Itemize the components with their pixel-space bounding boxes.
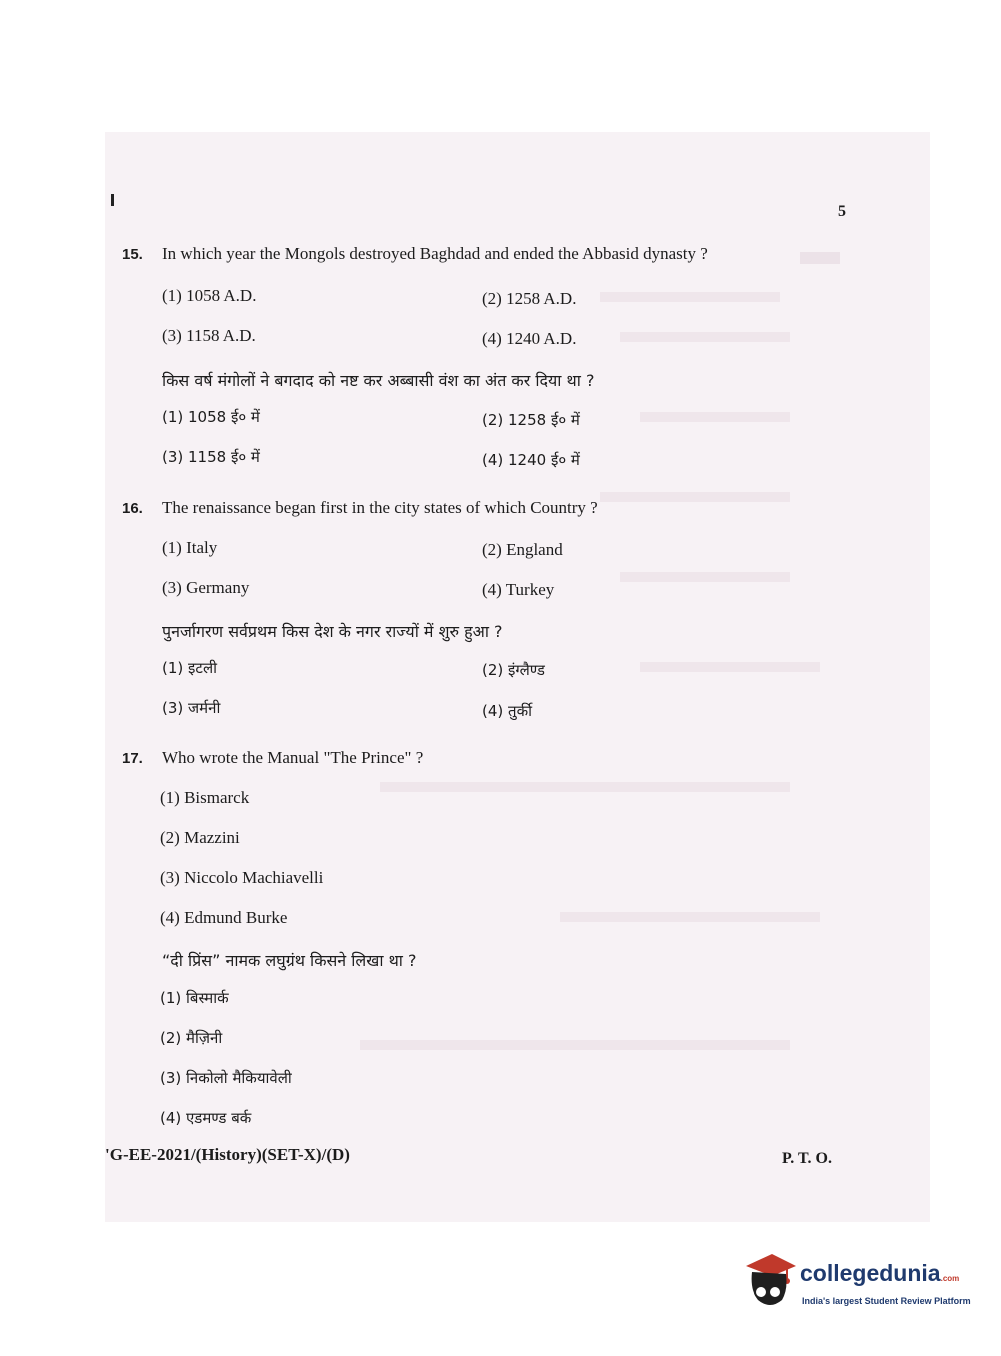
q16-option-2-hi: (2) इंग्लैण्ड [482,661,545,679]
q16-option-2-en: (2) England [482,540,563,559]
q16-option-1-en: (1) Italy [162,538,218,557]
q16-option-3-hi: (3) जर्मनी [162,699,221,717]
q17-option-1-hi: (1) बिस्मार्क [160,989,229,1007]
brand-tagline: India's largest Student Review Platform [802,1296,971,1306]
q16-text-hi: पुनर्जागरण सर्वप्रथम किस देश के नगर राज्यों में शुरु हुआ ? [162,622,503,641]
q17-option-4-hi: (4) एडमण्ड बर्क [160,1109,252,1127]
q15-option-2-hi: (2) 1258 ई० में [482,411,580,429]
q17-option-2-en: (2) Mazzini [160,828,240,847]
q16-option-4-en: (4) Turkey [482,580,555,599]
q16-option-4-hi: (4) तुर्की [482,702,532,720]
q15-option-4-en: (4) 1240 A.D. [482,329,577,348]
q17-option-4-en: (4) Edmund Burke [160,908,288,927]
question-number: 16. [122,500,143,517]
question-number: 17. [122,750,143,767]
q17-option-1-en: (1) Bismarck [160,788,250,807]
q15-option-3-hi: (3) 1158 ई० में [162,448,260,466]
margin-mark [111,194,114,206]
q17-option-3-en: (3) Niccolo Machiavelli [160,868,324,887]
please-turn-over: P. T. O. [782,1150,832,1167]
q16-option-3-en: (3) Germany [162,578,250,597]
question-16 [122,498,598,518]
collegedunia-watermark [742,1250,972,1320]
q16-option-1-hi: (1) इटली [162,659,217,677]
q15-option-4-hi: (4) 1240 ई० में [482,451,580,469]
q15-option-2-en: (2) 1258 A.D. [482,289,577,308]
q15-text-hi: किस वर्ष मंगोलों ने बगदाद को नष्ट कर अब्बासी वंश का अंत कर दिया था ? [162,371,595,390]
q15-option-1-hi: (1) 1058 ई० में [162,408,260,426]
question-text-en: Who wrote the Manual "The Prince" ? [162,748,424,767]
page-number: 5 [838,203,846,220]
question-text-en: The renaissance began first in the city states of which Country ? [162,498,598,517]
paper-code: 'G-EE-2021/(History)(SET-X)/(D) [105,1145,350,1164]
q15-option-1-en: (1) 1058 A.D. [162,286,257,305]
question-text-en: In which year the Mongols destroyed Baghdad and ended the Abbasid dynasty ? [162,244,708,263]
q17-option-2-hi: (2) मैज़िनी [160,1029,223,1047]
q15-option-3-en: (3) 1158 A.D. [162,326,256,345]
q17-text-hi: “दी प्रिंस” नामक लघुग्रंथ किसने लिखा था ? [162,951,417,970]
question-17 [122,748,423,768]
question-number: 15. [122,246,143,263]
brand-name: collegedunia.com [800,1260,960,1286]
student-cap-mascot-icon [742,1250,798,1316]
question-15 [122,244,708,264]
q17-option-3-hi: (3) निकोलो मैकियावेली [160,1069,292,1087]
